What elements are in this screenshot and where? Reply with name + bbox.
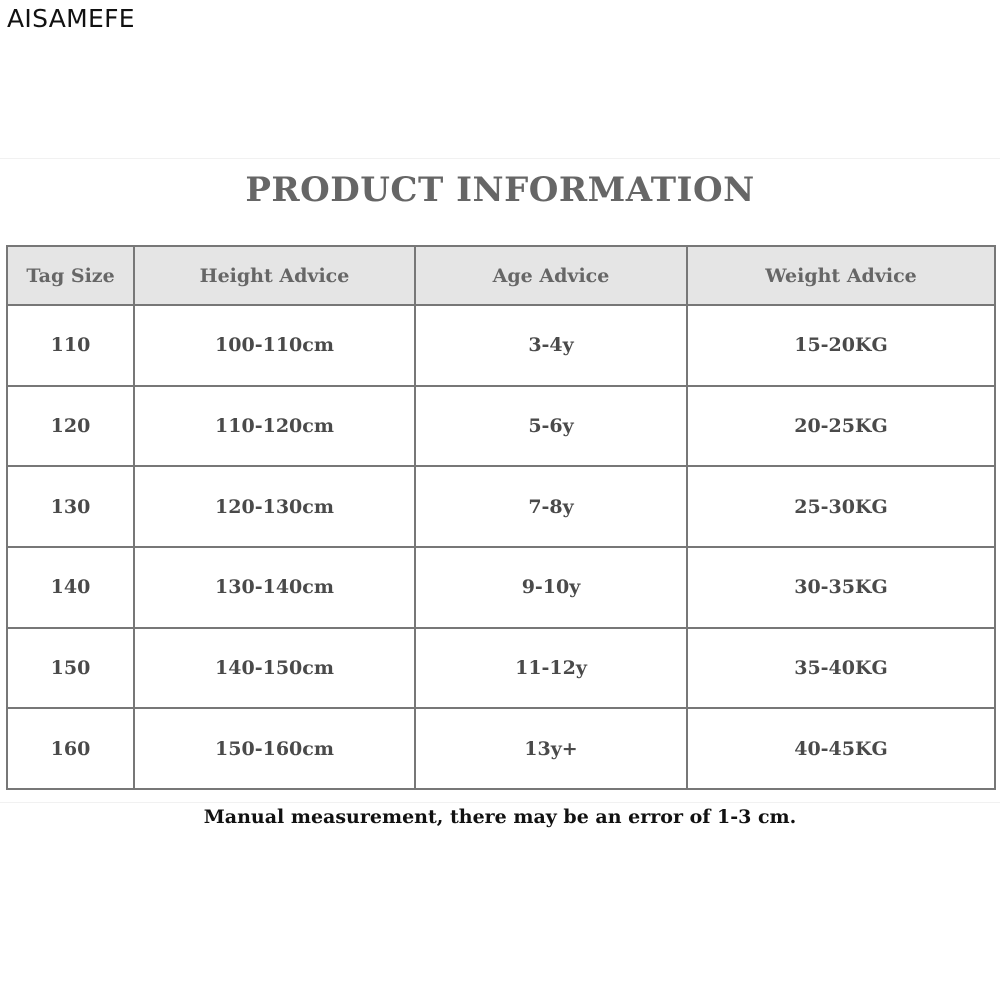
cell-age-advice: 5-6y — [415, 386, 687, 467]
cell-weight-advice: 15-20KG — [687, 305, 995, 386]
cell-age-advice: 11-12y — [415, 628, 687, 709]
cell-height-advice: 120-130cm — [134, 466, 415, 547]
page-title: PRODUCT INFORMATION — [245, 170, 755, 210]
cell-age-advice: 13y+ — [415, 708, 687, 789]
cell-tag-size: 120 — [7, 386, 134, 467]
table-row — [7, 466, 995, 547]
table-row — [7, 386, 995, 467]
table-header-row — [7, 246, 995, 305]
bottom-divider — [0, 802, 1000, 803]
cell-tag-size: 130 — [7, 466, 134, 547]
size-chart-table — [6, 245, 996, 790]
cell-height-advice: 130-140cm — [134, 547, 415, 628]
cell-tag-size: 110 — [7, 305, 134, 386]
table-row — [7, 628, 995, 709]
cell-age-advice: 9-10y — [415, 547, 687, 628]
measurement-note: Manual measurement, there may be an error of 1-3 cm. — [203, 806, 797, 828]
table-row — [7, 708, 995, 789]
cell-weight-advice: 35-40KG — [687, 628, 995, 709]
cell-age-advice: 7-8y — [415, 466, 687, 547]
cell-weight-advice: 40-45KG — [687, 708, 995, 789]
cell-weight-advice: 25-30KG — [687, 466, 995, 547]
header-weight-advice: Weight Advice — [687, 246, 995, 305]
cell-tag-size: 150 — [7, 628, 134, 709]
table-row — [7, 547, 995, 628]
cell-height-advice: 150-160cm — [134, 708, 415, 789]
cell-age-advice: 3-4y — [415, 305, 687, 386]
cell-weight-advice: 20-25KG — [687, 386, 995, 467]
cell-weight-advice: 30-35KG — [687, 547, 995, 628]
header-height-advice: Height Advice — [134, 246, 415, 305]
table-row — [7, 305, 995, 386]
cell-height-advice: 100-110cm — [134, 305, 415, 386]
cell-height-advice: 140-150cm — [134, 628, 415, 709]
brand-logo-text: AISAMEFE — [7, 4, 135, 33]
header-age-advice: Age Advice — [415, 246, 687, 305]
cell-tag-size: 160 — [7, 708, 134, 789]
cell-tag-size: 140 — [7, 547, 134, 628]
header-tag-size: Tag Size — [7, 246, 134, 305]
cell-height-advice: 110-120cm — [134, 386, 415, 467]
top-divider — [0, 158, 1000, 159]
